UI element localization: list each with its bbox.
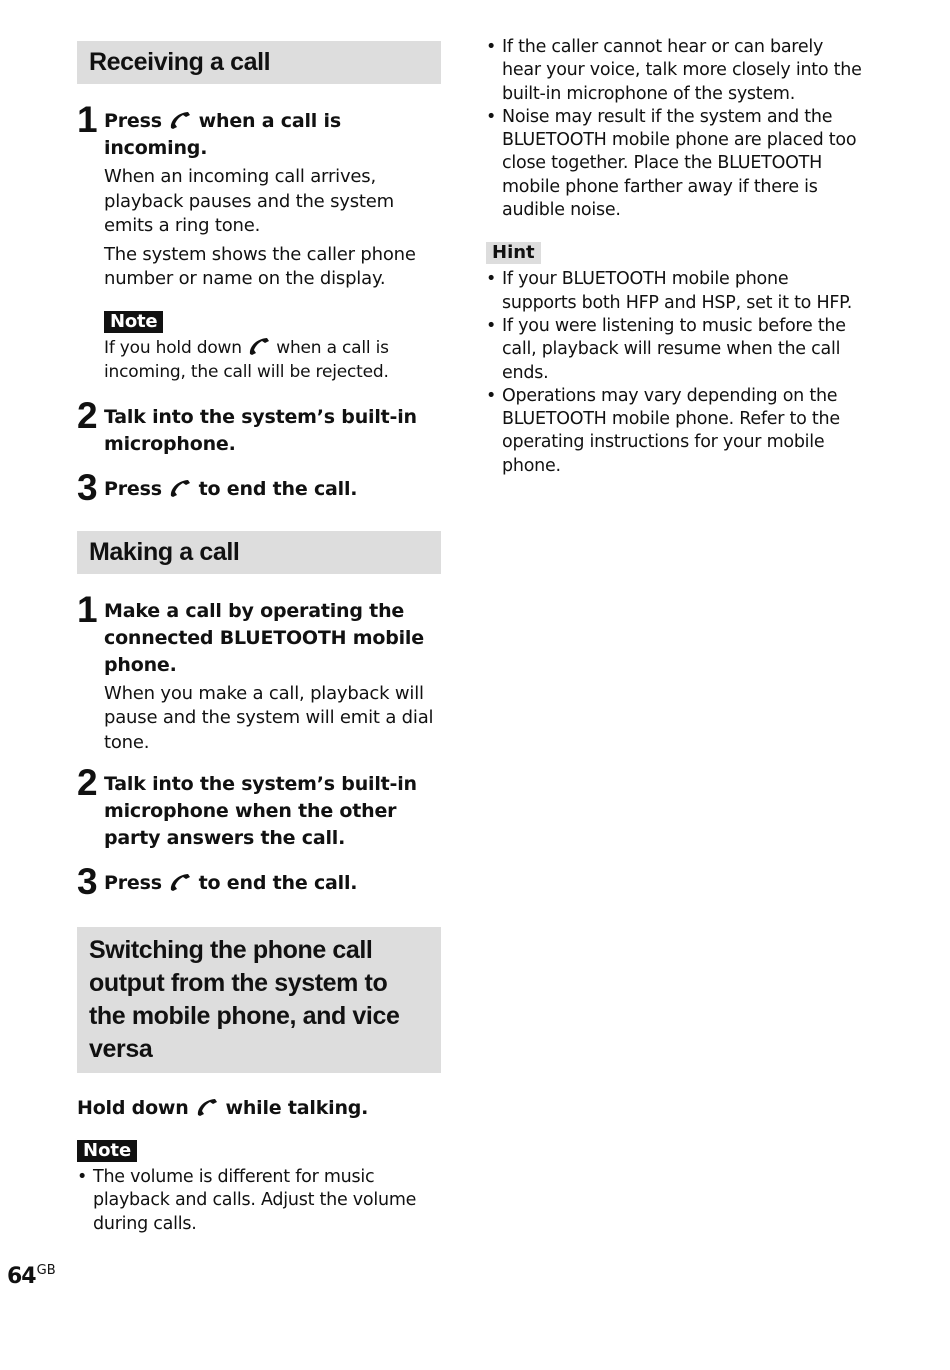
section-heading-receiving-a-call: Receiving a call bbox=[77, 41, 441, 84]
step-title bbox=[104, 108, 441, 162]
left-column bbox=[77, 41, 441, 1236]
step-title-text: Press bbox=[104, 872, 162, 894]
step-title-text: Press bbox=[104, 110, 162, 132]
step-paragraph: The system shows the caller phone number or name on the display. bbox=[104, 243, 416, 289]
page-number bbox=[7, 1257, 56, 1291]
section-heading-making-a-call: Making a call bbox=[77, 531, 441, 574]
switching-note bbox=[77, 1140, 441, 1236]
hint-item: • If your BLUETOOTH mobile phone supports both HFP and HSP, set it to HFP. bbox=[486, 268, 866, 315]
instruction-text: while talking. bbox=[225, 1097, 369, 1119]
step-title: Talk into the system’s built-in microphone when the other party answers the call. bbox=[104, 773, 417, 849]
making-step-1 bbox=[77, 588, 441, 756]
hint-block bbox=[486, 242, 866, 478]
note-text bbox=[104, 336, 441, 384]
receiving-note bbox=[77, 310, 441, 384]
step-number: 3 bbox=[77, 861, 98, 902]
phone-handset-icon bbox=[168, 872, 192, 892]
note-label: Note bbox=[104, 311, 163, 333]
phone-handset-icon bbox=[247, 336, 271, 356]
step-paragraph: When you make a call, playback will pause and the system will emit a dial tone. bbox=[104, 682, 434, 753]
step-body bbox=[104, 682, 441, 756]
right-column bbox=[486, 36, 866, 478]
receiving-step-1 bbox=[77, 99, 441, 292]
step-paragraph: When an incoming call arrives, playback pauses and the system emits a ring tone. bbox=[104, 166, 394, 236]
making-step-2 bbox=[77, 762, 441, 852]
note-text-part: when a call is incoming, the call will be rejected. bbox=[104, 337, 389, 382]
note-text-part: If you hold down bbox=[104, 337, 242, 358]
step-title: Make a call by operating the connected BLUETOOTH mobile phone. bbox=[104, 599, 424, 676]
step-title-text: when a call is incoming. bbox=[104, 110, 341, 159]
section-heading-switching-output: Switching the phone call output from the system to the mobile phone, and vice versa bbox=[77, 927, 441, 1073]
step-title-text: to end the call. bbox=[198, 477, 358, 500]
step-title: Talk into the system’s built-in microphone. bbox=[104, 405, 417, 455]
step-number: 1 bbox=[77, 588, 98, 630]
hint-label: Hint bbox=[486, 242, 541, 264]
making-step-3 bbox=[77, 861, 441, 902]
note-list bbox=[77, 1166, 441, 1236]
step-title bbox=[104, 476, 441, 503]
step-number: 2 bbox=[77, 762, 98, 803]
step-body bbox=[104, 165, 441, 292]
caution-list bbox=[486, 36, 866, 222]
hint-item: • If you were listening to music before the call, playback will resume when the call ends. bbox=[486, 315, 866, 385]
receiving-step-3 bbox=[77, 466, 441, 508]
receiving-step-2 bbox=[77, 394, 441, 458]
step-number: 1 bbox=[77, 99, 98, 140]
hint-list bbox=[486, 268, 866, 478]
phone-handset-icon bbox=[168, 110, 192, 130]
instruction-text: Hold down bbox=[77, 1097, 189, 1119]
page-number-value: 64 bbox=[7, 1264, 36, 1289]
note-label: Note bbox=[77, 1140, 137, 1162]
hold-down-instruction bbox=[77, 1095, 441, 1122]
caution-item: • Noise may result if the system and the BLUETOOTH mobile phone are placed too close together. Place the BLUETOOTH mobile phone farther away if there is audible noise. bbox=[486, 106, 866, 222]
page-number-suffix: GB bbox=[36, 1263, 56, 1278]
hint-item: • Operations may vary depending on the BLUETOOTH mobile phone. Refer to the operating instructions for your mobile phone. bbox=[486, 385, 866, 478]
step-number: 2 bbox=[77, 394, 98, 436]
phone-handset-icon bbox=[168, 478, 192, 498]
caution-item: • If the caller cannot hear or can barely hear your voice, talk more closely into the built-in microphone of the system. bbox=[486, 36, 866, 106]
note-item: • The volume is different for music playback and calls. Adjust the volume during calls. bbox=[77, 1166, 441, 1236]
step-number: 3 bbox=[77, 466, 98, 508]
phone-handset-icon bbox=[195, 1097, 219, 1117]
step-title-text: to end the call. bbox=[198, 872, 358, 894]
step-title bbox=[104, 870, 441, 897]
step-title-text: Press bbox=[104, 477, 162, 500]
